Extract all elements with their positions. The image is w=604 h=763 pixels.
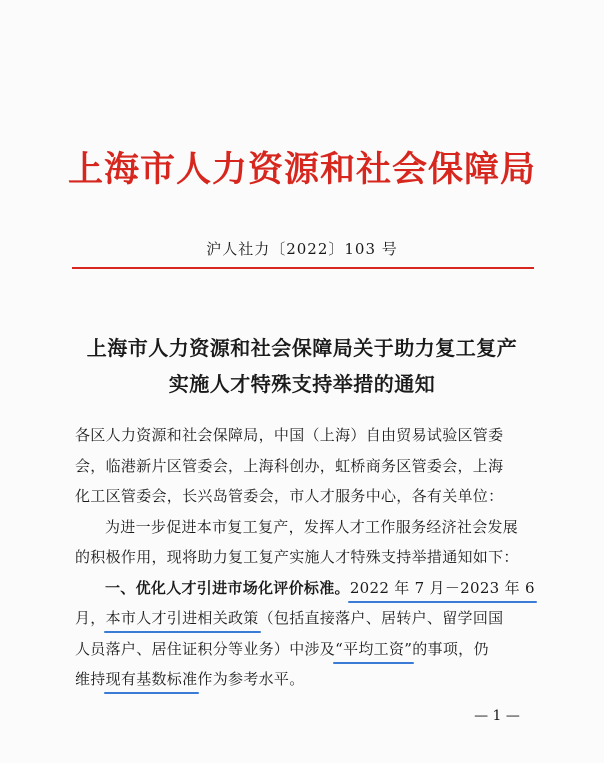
- item1-line3-suffix: 的事项，仍: [412, 639, 489, 658]
- item1-line-3: [75, 634, 545, 665]
- item1-line-2: [75, 603, 545, 634]
- notice-title-line-2: 实施人才特殊支持举措的通知: [168, 372, 436, 396]
- agency-title: [0, 142, 604, 192]
- red-divider-line: [72, 267, 534, 269]
- item1-line2-prefix: 月，: [75, 609, 106, 627]
- item1-line-4: [75, 664, 545, 695]
- item1-line4-prefix: 维持: [75, 670, 106, 688]
- item1-line4-suffix: 作为参考水平。: [197, 670, 305, 688]
- notice-body: [75, 420, 545, 695]
- item1-line3-prefix: 人员落户、居住证积分等业务）中涉及: [75, 639, 336, 658]
- notice-title-line-1: 上海市人力资源和社会保障局关于助力复工复产: [86, 336, 518, 360]
- intro-line-1: 为进一步促进本市复工复产，发挥人才工作服务经济社会发展: [105, 517, 519, 536]
- item1-date-range: 2022 年 7 月－2023 年 6: [349, 578, 535, 597]
- item1-average-wage-phrase: “平均工资”: [335, 639, 413, 658]
- addressee-line-1: 各区人力资源和社会保障局，中国（上海）自由贸易试验区管委: [75, 426, 504, 444]
- item1-baseline-phrase: 现有基数标准: [105, 670, 198, 688]
- item1-line2-suffix: （包括直接落户、居转户、留学回国: [258, 609, 504, 627]
- item1-policy-phrase: 本市人才引进相关政策: [105, 609, 259, 627]
- notice-title: [0, 330, 604, 402]
- addressee-line-2: 会，临港新片区管委会，上海科创办，虹桥商务区管委会，上海: [75, 456, 504, 475]
- intro-line-2: 的积极作用，现将助力复工复产实施人才特殊支持举措通知如下：: [75, 548, 519, 566]
- agency-title-text: 上海市人力资源和社会保障局: [67, 149, 536, 190]
- item1-line-1: [75, 573, 545, 604]
- document-number: 沪人社力〔2022〕103 号: [206, 240, 398, 258]
- item1-heading: 一、优化人才引进市场化评价标准。: [105, 578, 350, 597]
- page-number: — 1 —: [474, 708, 520, 724]
- addressee-line-3: 化工区管委会，长兴岛管委会，市人才服务中心，各有关单位：: [75, 487, 504, 505]
